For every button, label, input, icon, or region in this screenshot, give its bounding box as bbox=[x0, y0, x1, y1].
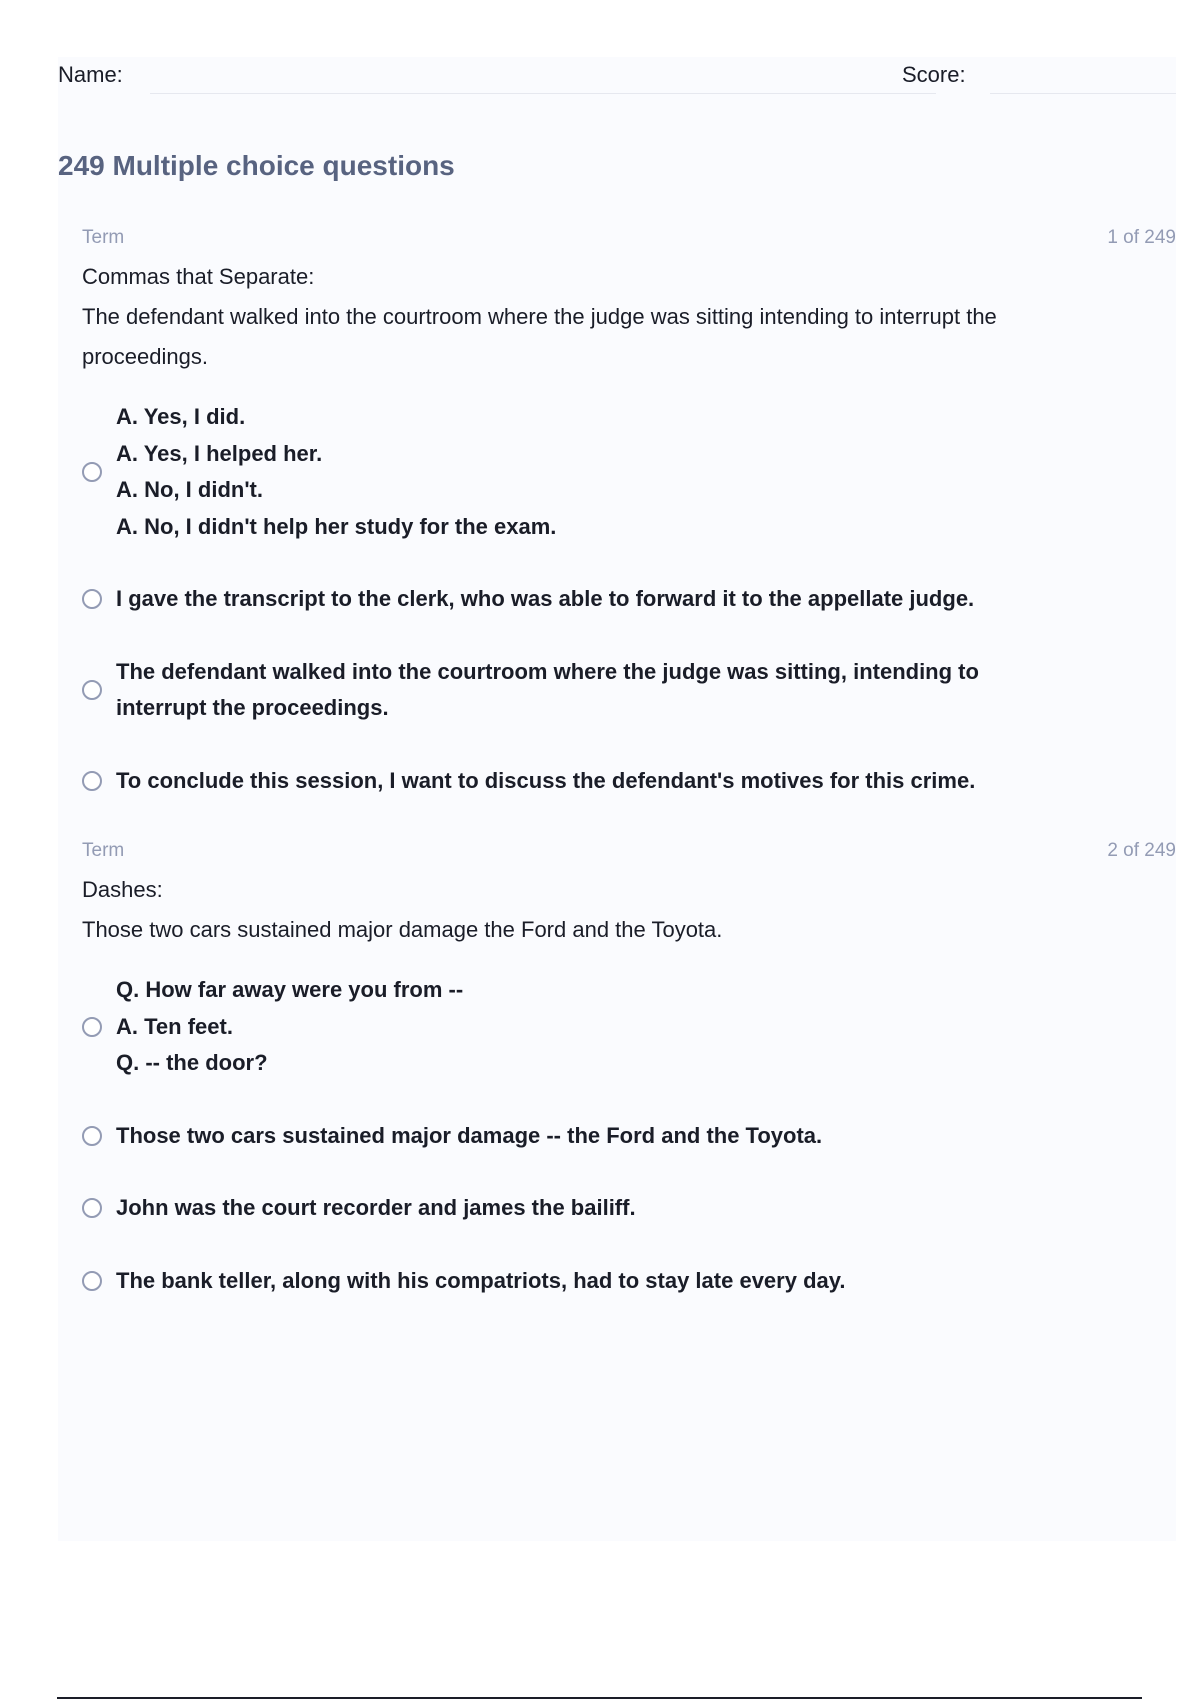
answer-option[interactable] bbox=[82, 581, 1176, 618]
answer-option[interactable] bbox=[82, 399, 1176, 545]
radio-button[interactable] bbox=[82, 1198, 102, 1218]
name-field-line bbox=[150, 93, 936, 94]
radio-button[interactable] bbox=[82, 771, 102, 791]
question-prompt-line: The defendant walked into the courtroom where the judge was sitting intending to interrupt the bbox=[82, 304, 997, 329]
question-prompt-line: proceedings. bbox=[82, 344, 208, 369]
answer-options bbox=[82, 972, 1176, 1299]
question-prompt-line: Commas that Separate: bbox=[82, 264, 315, 289]
answer-option-text bbox=[116, 399, 556, 545]
score-label: Score: bbox=[902, 62, 966, 87]
answer-option[interactable] bbox=[82, 654, 1176, 727]
answer-option-text bbox=[116, 763, 975, 800]
score-field-line bbox=[990, 93, 1176, 94]
answer-option-text bbox=[116, 1190, 636, 1227]
name-label: Name: bbox=[58, 62, 123, 87]
answer-line: To conclude this session, I want to discuss the defendant's motives for this crime. bbox=[116, 767, 976, 793]
answer-option-text bbox=[116, 654, 979, 727]
answer-option[interactable] bbox=[82, 1190, 1176, 1227]
question-card bbox=[82, 840, 1176, 1335]
question-counter: 2 of 249 bbox=[1107, 840, 1176, 861]
answer-option[interactable] bbox=[82, 972, 1176, 1082]
answer-line: A. Ten feet. bbox=[116, 1013, 233, 1039]
question-meta bbox=[82, 227, 1176, 257]
question-meta bbox=[82, 840, 1176, 870]
answer-line: The defendant walked into the courtroom where the judge was sitting, intending to bbox=[116, 658, 979, 684]
question-counter: 1 of 249 bbox=[1107, 227, 1176, 248]
answer-option-text bbox=[116, 581, 974, 618]
answer-line: A. No, I didn't. bbox=[116, 477, 263, 502]
answer-option[interactable] bbox=[82, 1263, 1176, 1300]
answer-option-text bbox=[116, 1118, 822, 1155]
answer-line: interrupt the proceedings. bbox=[116, 695, 389, 720]
answer-option-text bbox=[116, 1263, 845, 1300]
worksheet-header bbox=[58, 57, 1176, 97]
answer-line: Q. How far away were you from -- bbox=[116, 977, 464, 1002]
answer-option[interactable] bbox=[82, 763, 1176, 800]
term-label: Term bbox=[82, 227, 125, 248]
answer-line: A. Yes, I did. bbox=[116, 404, 246, 429]
answer-option-text bbox=[116, 972, 463, 1082]
question-prompt-line: Those two cars sustained major damage the Ford and the Toyota. bbox=[82, 917, 723, 942]
radio-button[interactable] bbox=[82, 1126, 102, 1146]
radio-button[interactable] bbox=[82, 1271, 102, 1291]
answer-option[interactable] bbox=[82, 1118, 1176, 1155]
answer-line: The bank teller, along with his compatriots, had to stay late every day. bbox=[116, 1267, 846, 1293]
answer-line: I gave the transcript to the clerk, who was able to forward it to the appellate judge. bbox=[116, 586, 975, 611]
radio-button[interactable] bbox=[82, 589, 102, 609]
page-title: 249 Multiple choice questions bbox=[58, 150, 455, 181]
answer-line: A. Yes, I helped her. bbox=[116, 440, 323, 466]
answer-line: John was the court recorder and james the bailiff. bbox=[116, 1195, 636, 1220]
answer-line: Those two cars sustained major damage -- the Ford and the Toyota. bbox=[116, 1122, 823, 1148]
answer-options bbox=[82, 399, 1176, 799]
answer-line: Q. -- the door? bbox=[116, 1050, 268, 1075]
page-bottom-rule bbox=[57, 1697, 1142, 1699]
term-label: Term bbox=[82, 840, 125, 861]
question-prompt-line: Dashes: bbox=[82, 877, 163, 902]
answer-line: A. No, I didn't help her study for the exam. bbox=[116, 513, 557, 539]
worksheet-page bbox=[58, 57, 1176, 1541]
radio-button[interactable] bbox=[82, 680, 102, 700]
radio-button[interactable] bbox=[82, 1017, 102, 1037]
question-card bbox=[82, 227, 1176, 835]
radio-button[interactable] bbox=[82, 462, 102, 482]
